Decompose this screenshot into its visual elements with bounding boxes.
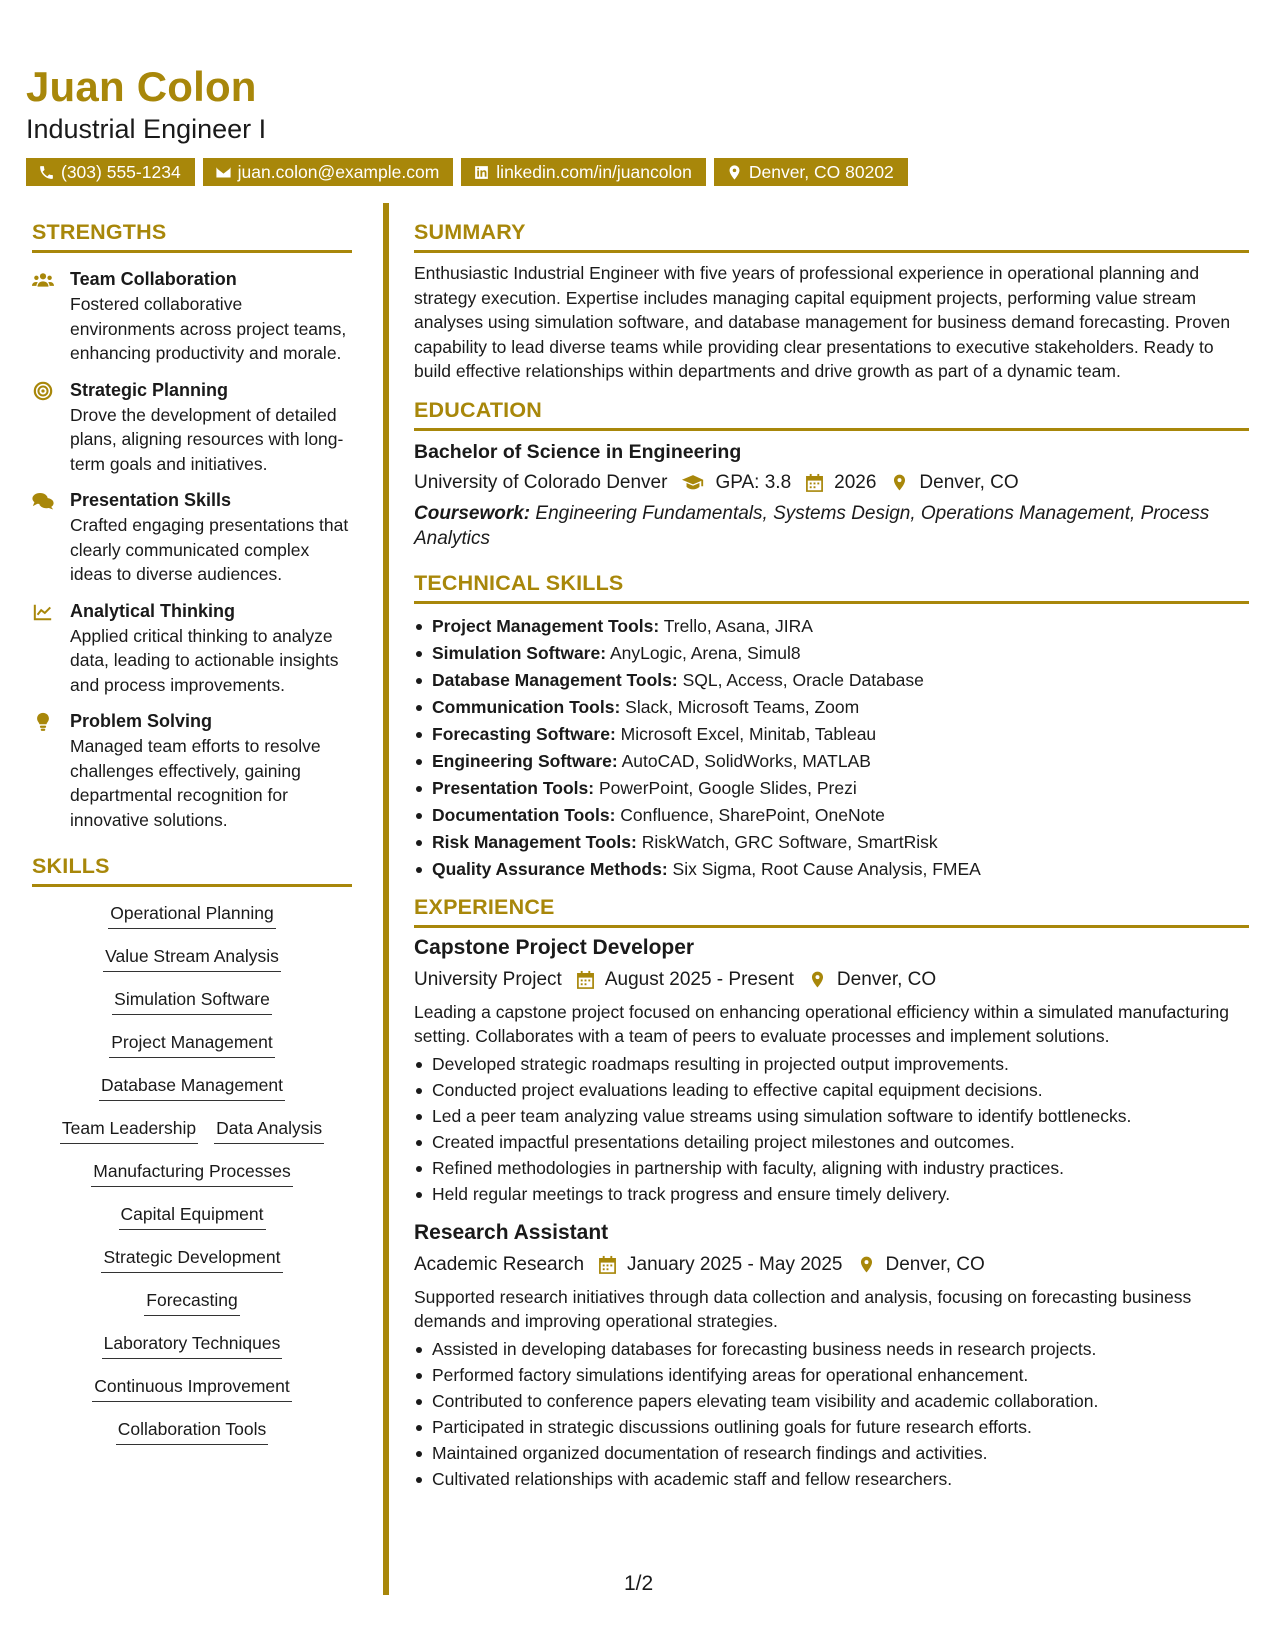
technical-skill-value: SQL, Access, Oracle Database (682, 669, 924, 690)
education-heading: EDUCATION (414, 396, 1249, 431)
skills-list (32, 901, 352, 1445)
technical-skill-item (414, 802, 1249, 829)
phone-icon (38, 164, 55, 181)
job-location: Denver, CO (885, 1253, 985, 1275)
job-bullet: Led a peer team analyzing value streams using simulation software to identify bottlenecks. (414, 1103, 1249, 1129)
technical-skill-label: Engineering Software: (432, 750, 618, 771)
skills-row (32, 987, 352, 1015)
skill-tag: Laboratory Techniques (102, 1331, 283, 1359)
strength-title: Presentation Skills (70, 490, 232, 510)
technical-skill-label: Presentation Tools: (432, 777, 595, 798)
technical-skill-value: RiskWatch, GRC Software, SmartRisk (641, 831, 938, 852)
job-bullets (414, 1051, 1249, 1207)
contact-email[interactable] (203, 158, 454, 186)
contact-phone-text: (303) 555-1234 (61, 162, 181, 182)
job-organization: Academic Research (414, 1253, 585, 1275)
skills-row (32, 1374, 352, 1402)
strength-desc: Fostered collaborative environments across project teams, enhancing productivity and morale. (70, 294, 347, 363)
strength-desc: Crafted engaging presentations that clearly communicated complex ideas to diverse audiences. (70, 515, 349, 584)
summary-text: Enthusiastic Industrial Engineer with five years of professional experience in operational planning and strategy execution. Expertise includes managing capital equipment projects, performing value stream analyses using simulation software, and database management for business demand forecasting. Proven capability to lead diverse teams while providing clear presentations to executive stakeholders. Ready to build effective relationships within departments and drive growth as part of a dynamic team. (414, 263, 1231, 381)
job-description: Leading a capstone project focused on enhancing operational efficiency within a simulated manufacturing setting. Collaborates with a team of peers to evaluate processes and implement solutions. (414, 1001, 1229, 1046)
skill-tag: Operational Planning (108, 901, 275, 929)
job-meta (414, 1252, 1249, 1278)
job-dates: August 2025 - Present (604, 968, 794, 990)
calendar-icon (598, 1255, 617, 1274)
page-number: 1/2 (624, 1572, 654, 1595)
strengths-heading: STRENGTHS (32, 218, 352, 253)
technical-skill-item (414, 640, 1249, 667)
strength-title: Team Collaboration (70, 269, 237, 289)
strength-item (32, 378, 352, 477)
skills-heading: SKILLS (32, 852, 352, 887)
technical-skill-item (414, 721, 1249, 748)
experience-heading: EXPERIENCE (414, 893, 1249, 928)
strength-item (32, 488, 352, 587)
strength-desc: Drove the development of detailed plans, aligning resources with long-term goals and initiatives. (70, 404, 344, 474)
calendar-icon (576, 970, 595, 989)
contact-email-text: juan.colon@example.com (237, 162, 440, 182)
skills-row (32, 901, 352, 929)
technical-skill-value: PowerPoint, Google Slides, Prezi (598, 777, 857, 798)
gpa: GPA: 3.8 (715, 471, 792, 493)
job-bullet: Created impactful presentations detailing project milestones and outcomes. (414, 1129, 1249, 1155)
skill-tag: Data Analysis (214, 1116, 324, 1144)
contact-location (714, 158, 908, 186)
job-bullet: Contributed to conference papers elevating team visibility and academic collaboration. (414, 1388, 1249, 1414)
technical-skill-item (414, 829, 1249, 856)
technical-skill-item (414, 856, 1249, 883)
candidate-name: Juan Colon (26, 63, 257, 110)
contact-phone[interactable] (26, 158, 195, 186)
skill-tag: Project Management (109, 1030, 274, 1058)
skill-tag: Value Stream Analysis (103, 944, 281, 972)
skill-tag: Database Management (99, 1073, 285, 1101)
technical-skill-label: Risk Management Tools: (432, 831, 637, 852)
job-location: Denver, CO (836, 968, 937, 990)
comments-icon (32, 491, 54, 511)
technical-skill-value: Six Sigma, Root Cause Analysis, FMEA (672, 858, 981, 879)
location-pin-icon (808, 970, 827, 989)
location-pin-icon (726, 164, 743, 181)
technical-skill-item (414, 694, 1249, 721)
coursework (414, 501, 1249, 551)
job-bullet: Developed strategic roadmaps resulting in projected output improvements. (414, 1051, 1249, 1077)
contact-bar (26, 158, 1256, 186)
skill-tag: Continuous Improvement (92, 1374, 292, 1402)
contact-linkedin[interactable] (461, 158, 706, 186)
technical-skill-label: Database Management Tools: (432, 669, 678, 690)
technical-skill-value: AnyLogic, Arena, Simul8 (609, 642, 801, 663)
education-location: Denver, CO (919, 471, 1019, 493)
technical-skill-item (414, 748, 1249, 775)
graduation-cap-icon (681, 473, 705, 492)
job-entry (414, 934, 1249, 1207)
envelope-icon (215, 164, 232, 181)
technical-skill-value: Confluence, SharePoint, OneNote (620, 804, 885, 825)
skills-row (32, 1417, 352, 1445)
degree: Bachelor of Science in Engineering (414, 440, 742, 463)
skills-row (32, 944, 352, 972)
chart-line-icon (32, 602, 54, 622)
left-column (32, 218, 352, 1460)
skill-tag: Forecasting (144, 1288, 239, 1316)
linkedin-icon (473, 164, 490, 181)
job-bullet: Assisted in developing databases for forecasting business needs in research projects. (414, 1336, 1249, 1362)
technical-skill-label: Forecasting Software: (432, 723, 616, 744)
strength-title: Strategic Planning (70, 379, 229, 400)
resume-header (26, 62, 1256, 186)
job-bullet: Cultivated relationships with academic staff and fellow researchers. (414, 1466, 1249, 1492)
job-bullets (414, 1336, 1249, 1492)
skills-row (32, 1030, 352, 1058)
job-bullet: Performed factory simulations identifying areas for operational enhancement. (414, 1362, 1249, 1388)
technical-skill-label: Communication Tools: (432, 696, 621, 717)
technical-skill-value: Trello, Asana, JIRA (663, 615, 813, 636)
technical-skill-value: Microsoft Excel, Minitab, Tableau (620, 723, 877, 744)
job-bullet: Maintained organized documentation of research findings and activities. (414, 1440, 1249, 1466)
experience-list (414, 934, 1249, 1492)
technical-skill-label: Documentation Tools: (432, 804, 616, 825)
skill-tag: Collaboration Tools (116, 1417, 269, 1445)
technical-skill-value: AutoCAD, SolidWorks, MATLAB (621, 750, 871, 771)
job-title: Capstone Project Developer (414, 935, 695, 959)
job-dates: January 2025 - May 2025 (627, 1253, 843, 1275)
job-bullet: Held regular meetings to track progress and ensure timely delivery. (414, 1181, 1249, 1207)
skill-tag: Strategic Development (101, 1245, 282, 1273)
skill-tag: Manufacturing Processes (91, 1159, 292, 1187)
technical-skills-heading: TECHNICAL SKILLS (414, 569, 1249, 604)
job-meta (414, 967, 1249, 993)
technical-skill-value: Slack, Microsoft Teams, Zoom (625, 696, 860, 717)
strength-item (32, 709, 352, 832)
technical-skill-item (414, 775, 1249, 802)
skill-tag: Simulation Software (112, 987, 272, 1015)
users-icon (32, 270, 54, 290)
skills-row (32, 1331, 352, 1359)
technical-skill-label: Quality Assurance Methods: (432, 858, 668, 879)
coursework-label: Coursework: (414, 502, 531, 524)
strength-title: Problem Solving (70, 711, 213, 731)
skills-row (32, 1116, 352, 1144)
strength-desc: Applied critical thinking to analyze data, leading to actionable insights and process improvements. (70, 625, 339, 695)
school-name: University of Colorado Denver (414, 471, 668, 493)
technical-skill-item (414, 613, 1249, 640)
skills-row (32, 1073, 352, 1101)
target-icon (32, 381, 54, 401)
summary-heading: SUMMARY (414, 218, 1249, 253)
technical-skills-list (414, 613, 1249, 883)
right-column (414, 218, 1249, 1492)
skill-tag: Capital Equipment (119, 1202, 266, 1230)
job-description: Supported research initiatives through data collection and analysis, focusing on forecasting business demands and improving operational strategies. (414, 1286, 1192, 1331)
coursework-list: Engineering Fundamentals, Systems Design, Operations Management, Process Analytics (414, 502, 1210, 549)
strength-item (32, 267, 352, 366)
job-bullet: Participated in strategic discussions outlining goals for future research efforts. (414, 1414, 1249, 1440)
strength-item (32, 599, 352, 698)
skill-tag: Team Leadership (60, 1116, 198, 1144)
job-bullet: Refined methodologies in partnership with faculty, aligning with industry practices. (414, 1155, 1249, 1181)
skills-row (32, 1288, 352, 1316)
candidate-title: Industrial Engineer I (26, 114, 267, 144)
education-meta (414, 470, 1249, 496)
technical-skill-label: Simulation Software: (432, 642, 607, 663)
job-title: Research Assistant (414, 1220, 609, 1244)
location-pin-icon (890, 473, 909, 492)
contact-linkedin-text: linkedin.com/in/juancolon (496, 162, 692, 182)
job-bullet: Conducted project evaluations leading to effective capital equipment decisions. (414, 1077, 1249, 1103)
technical-skill-item (414, 667, 1249, 694)
contact-location-text: Denver, CO 80202 (748, 162, 894, 182)
technical-skill-label: Project Management Tools: (432, 615, 660, 636)
graduation-year: 2026 (834, 471, 877, 493)
skills-row (32, 1202, 352, 1230)
location-pin-icon (857, 1255, 876, 1274)
column-divider (383, 203, 389, 1595)
skills-row (32, 1245, 352, 1273)
calendar-icon (805, 473, 824, 492)
job-organization: University Project (414, 968, 562, 990)
strength-title: Analytical Thinking (70, 600, 236, 621)
lightbulb-icon (32, 712, 54, 732)
strength-desc: Managed team efforts to resolve challenges effectively, gaining departmental recognition for innovative solutions. (70, 736, 321, 830)
job-entry (414, 1219, 1249, 1492)
skills-row (32, 1159, 352, 1187)
